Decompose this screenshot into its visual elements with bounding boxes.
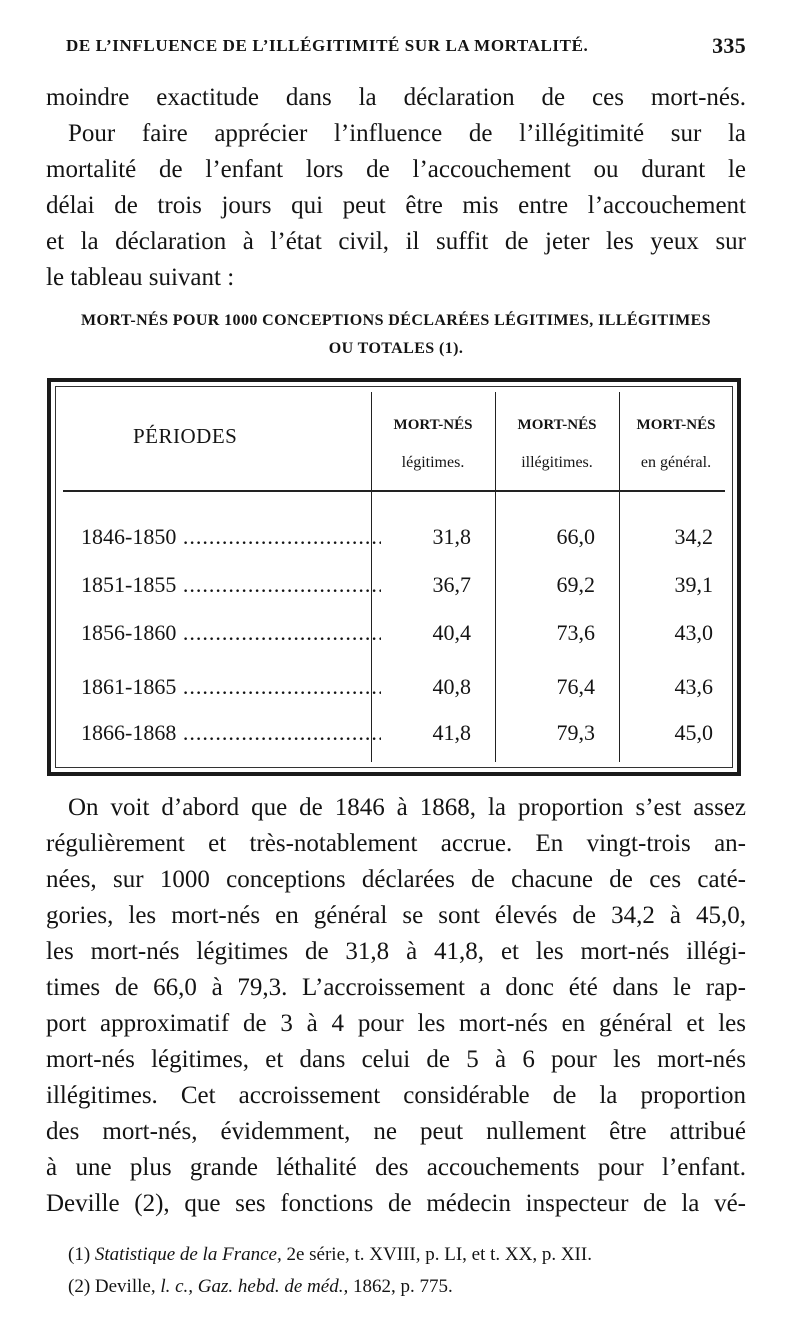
column-subheader-illegitimes: illégitimes. — [521, 454, 593, 471]
text-line: des mort-nés, évidemment, ne peut nullement être attribué — [46, 1118, 746, 1145]
text-line: délai de trois jours qui peut être mis entre l’accouchement — [46, 192, 746, 219]
cell-legitimes: 36,7 — [432, 572, 471, 597]
header-separator — [63, 490, 725, 492]
text-line: times de 66,0 à 79,3. L’accroissement a donc été dans le rap- — [46, 974, 746, 1001]
period-label: 1856-1860 — [81, 620, 177, 645]
footnote-reference: 1862, p. 775. — [348, 1276, 453, 1297]
text-line: le tableau suivant : — [46, 264, 235, 291]
running-head — [66, 33, 746, 66]
cell-illegitimes: 66,0 — [556, 524, 595, 549]
cell-general: 43,6 — [674, 674, 713, 699]
table-row-period — [81, 568, 381, 602]
table-title-line-1: MORT-NÉS POUR 1000 CONCEPTIONS DÉCLARÉES LÉGITIMES, ILLÉGITIMES — [81, 312, 711, 329]
statistics-table — [47, 378, 741, 776]
cell-general: 39,1 — [674, 572, 713, 597]
text-line: port approximatif de 3 à 4 pour les mort-nés en général et les — [46, 1010, 746, 1037]
column-subheader-legitimes: légitimes. — [401, 454, 465, 471]
footnote-2 — [68, 1272, 758, 1302]
footnote-author: Deville, — [90, 1276, 161, 1297]
column-subheader-general: en général. — [640, 454, 712, 471]
text-line: moindre exactitude dans la déclaration de ces mort-nés. — [46, 84, 746, 111]
table-title-line-2: OU TOTALES (1). — [328, 340, 464, 357]
text-line: On voit d’abord que de 1846 à 1868, la proportion s’est assez — [68, 794, 746, 821]
footnote-source-title: l. c., Gaz. hebd. de méd., — [160, 1276, 349, 1297]
page-number: 335 — [712, 33, 746, 58]
footnote-1 — [68, 1240, 758, 1270]
text-line: et la déclaration à l’état civil, il suffit de jeter les yeux sur — [46, 228, 746, 255]
column-header-illegitimes: MORT-NÉS — [517, 417, 597, 433]
table-row-period — [81, 520, 381, 554]
footnote-mark: (2) — [68, 1276, 91, 1297]
cell-general: 34,2 — [674, 524, 713, 549]
cell-legitimes: 31,8 — [432, 524, 471, 549]
cell-legitimes: 40,4 — [432, 620, 471, 645]
text-line: régulièrement et très-notablement accrue. En vingt-trois an- — [46, 830, 746, 857]
table-row-period — [81, 670, 381, 704]
periods-header: PÉRIODES — [133, 424, 238, 448]
cell-legitimes: 41,8 — [432, 720, 471, 745]
text-line: mortalité de l’enfant lors de l’accouchement ou durant le — [46, 156, 746, 183]
running-head-title: DE L’INFLUENCE DE L’ILLÉGITIMITÉ SUR LA MORTALITÉ. — [66, 36, 589, 55]
period-label: 1851-1855 — [81, 572, 177, 597]
text-line: à une plus grande léthalité des accouchements pour l’enfant. — [46, 1154, 746, 1181]
column-header-legitimes: MORT-NÉS — [393, 417, 473, 433]
text-line: mort-nés légitimes, et dans celui de 5 à 6 pour les mort-nés — [46, 1046, 746, 1073]
period-label: 1846-1850 — [81, 524, 177, 549]
cell-illegitimes: 79,3 — [556, 720, 595, 745]
column-divider — [619, 392, 620, 762]
text-line: illégitimes. Cet accroissement considérable de la proportion — [46, 1082, 746, 1109]
text-line: les mort-nés légitimes de 31,8 à 41,8, et les mort-nés illégi- — [46, 938, 746, 965]
cell-illegitimes: 69,2 — [556, 572, 595, 597]
text-line: nées, sur 1000 conceptions déclarées de chacune de ces caté- — [46, 866, 746, 893]
text-line: Pour faire apprécier l’influence de l’illégitimité sur la — [68, 120, 746, 147]
footnote-mark: (1) — [68, 1244, 91, 1265]
cell-illegitimes: 76,4 — [556, 674, 595, 699]
period-label: 1861-1865 — [81, 674, 177, 699]
text-line: gories, les mort-nés en général se sont élevés de 34,2 à 45,0, — [46, 902, 746, 929]
table-row-period — [81, 716, 381, 750]
cell-legitimes: 40,8 — [432, 674, 471, 699]
cell-general: 43,0 — [674, 620, 713, 645]
column-divider — [495, 392, 496, 762]
period-label: 1866-1868 — [81, 720, 177, 745]
footnote-source-title: Statistique de la France, — [94, 1244, 282, 1265]
column-divider — [371, 392, 372, 762]
cell-illegitimes: 73,6 — [556, 620, 595, 645]
table-row-period — [81, 616, 381, 650]
text-line: Deville (2), que ses fonctions de médecin inspecteur de la vé- — [46, 1190, 746, 1217]
footnote-reference: 2e série, t. XVIII, p. LI, et t. XX, p. XII. — [281, 1244, 592, 1265]
column-header-general: MORT-NÉS — [636, 417, 716, 433]
cell-general: 45,0 — [674, 720, 713, 745]
